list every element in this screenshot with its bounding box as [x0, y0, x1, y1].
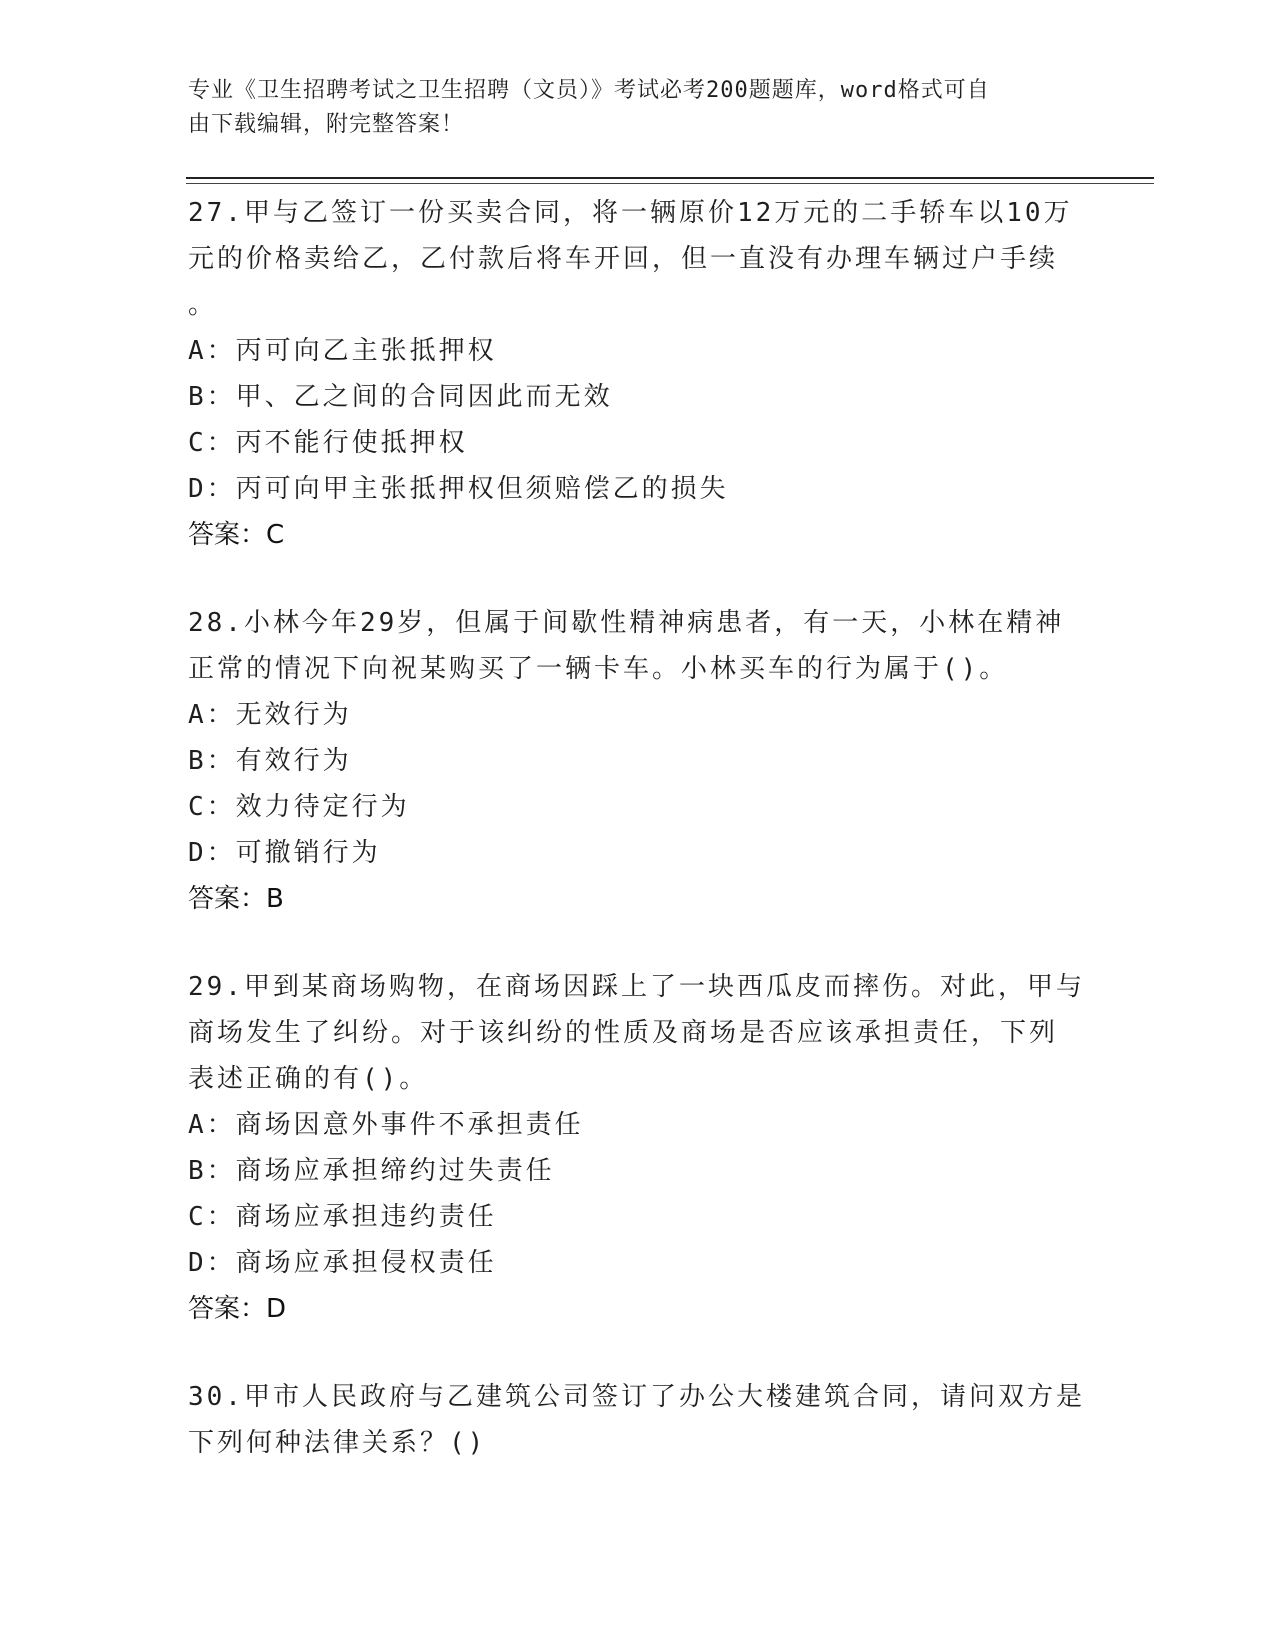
question-30 [188, 1374, 1088, 1466]
header-line-2: 由下载编辑，附完整答案！ [188, 112, 465, 137]
header-line-1: 专业《卫生招聘考试之卫生招聘（文员）》考试必考200题题库，word格式可自 [188, 78, 990, 103]
question-stem-line: 27.甲与乙签订一份买卖合同，将一辆原价12万元的二手轿车以10万 [188, 198, 1073, 228]
question-list [188, 190, 1088, 1508]
question-27 [188, 190, 1088, 558]
option-b: B：有效行为 [188, 746, 352, 776]
header-divider-thick [186, 177, 1154, 179]
answer: 答案：B [188, 884, 284, 914]
option-a: A：商场因意外事件不承担责任 [188, 1110, 584, 1140]
question-28 [188, 600, 1088, 922]
question-stem-line: 元的价格卖给乙，乙付款后将车开回，但一直没有办理车辆过户手续 [188, 244, 1059, 274]
question-stem-line: 商场发生了纠纷。对于该纠纷的性质及商场是否应该承担责任，下列 [188, 1018, 1059, 1048]
question-stem-line: 28.小林今年29岁，但属于间歇性精神病患者，有一天，小林在精神 [188, 608, 1065, 638]
question-stem-line: 下列何种法律关系？() [188, 1428, 487, 1458]
document-header [188, 74, 1068, 142]
option-c: C：效力待定行为 [188, 792, 410, 822]
question-stem-line: 30.甲市人民政府与乙建筑公司签订了办公大楼建筑合同，请问双方是 [188, 1382, 1085, 1412]
option-b: B：商场应承担缔约过失责任 [188, 1156, 555, 1186]
question-stem-line: 正常的情况下向祝某购买了一辆卡车。小林买车的行为属于()。 [188, 654, 1009, 684]
option-a: A：丙可向乙主张抵押权 [188, 336, 497, 366]
option-d: D：丙可向甲主张抵押权但须赔偿乙的损失 [188, 474, 729, 504]
answer: 答案：C [188, 520, 285, 550]
option-a: A：无效行为 [188, 700, 352, 730]
header-divider-thin [186, 183, 1154, 184]
option-b: B：甲、乙之间的合同因此而无效 [188, 382, 613, 412]
option-d: D：可撤销行为 [188, 838, 381, 868]
question-stem-line: 表述正确的有()。 [188, 1064, 429, 1094]
question-29 [188, 964, 1088, 1332]
option-d: D：商场应承担侵权责任 [188, 1248, 497, 1278]
question-stem-line: 。 [188, 290, 218, 320]
option-c: C：商场应承担违约责任 [188, 1202, 497, 1232]
option-c: C：丙不能行使抵押权 [188, 428, 468, 458]
answer: 答案：D [188, 1294, 287, 1324]
question-stem-line: 29.甲到某商场购物，在商场因踩上了一块西瓜皮而摔伤。对此，甲与 [188, 972, 1085, 1002]
